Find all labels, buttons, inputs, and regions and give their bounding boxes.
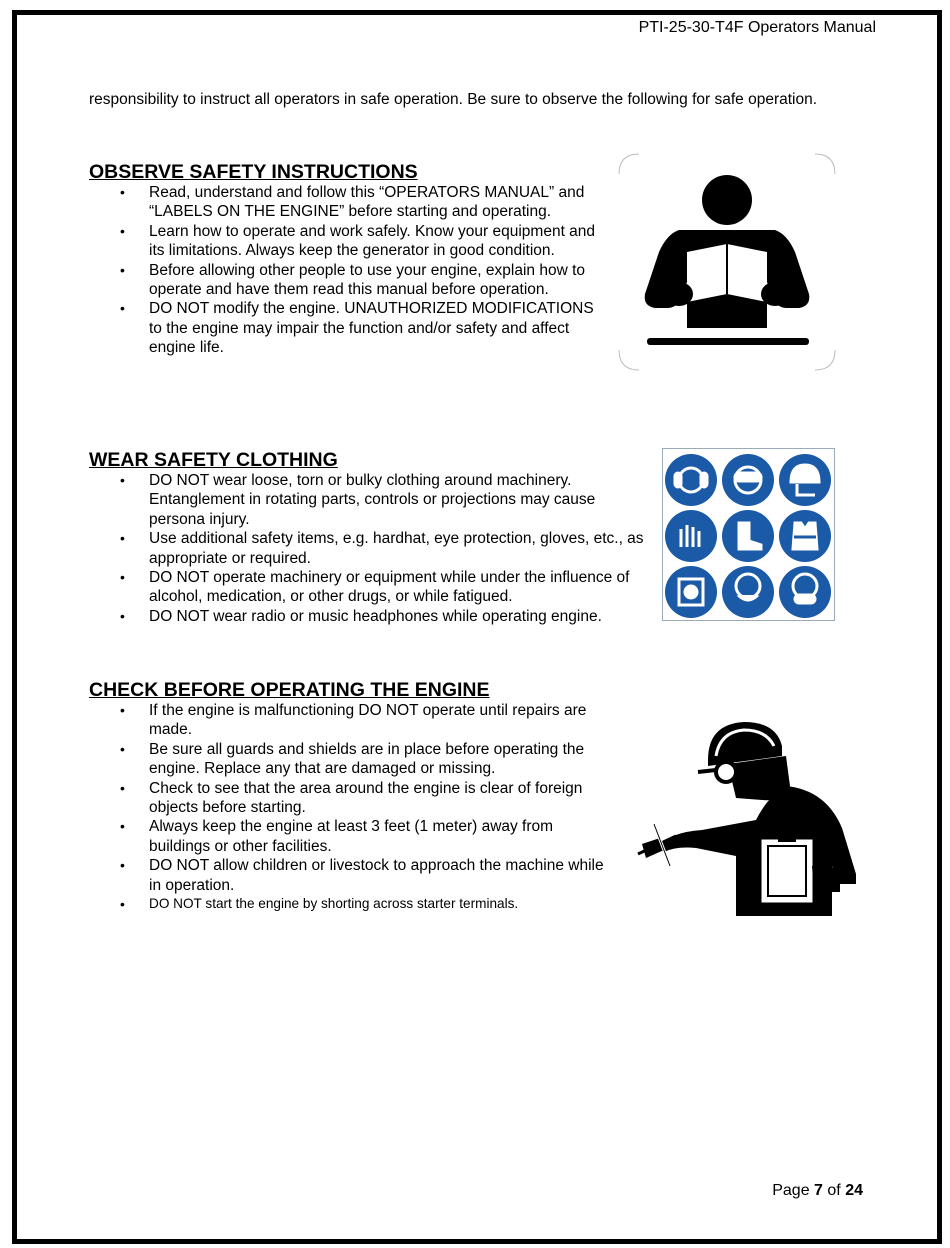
section-check-before-operating bbox=[89, 679, 609, 914]
list-item: • Before allowing other people to use your engine, explain how to operate and have them read this manual before operation. bbox=[120, 261, 586, 299]
bullet-icon: • bbox=[120, 569, 125, 586]
bullet-icon: • bbox=[120, 472, 125, 488]
total-pages: 24 bbox=[845, 1182, 863, 1199]
bullet-icon: • bbox=[120, 530, 125, 547]
person-reading-manual-icon bbox=[617, 152, 837, 372]
list-item: • DO NOT start the engine by shorting across starter terminals. bbox=[120, 896, 519, 913]
list-item: • If the engine is malfunctioning DO NOT operate until repairs are made. bbox=[120, 702, 587, 739]
section-wear-safety-clothing bbox=[89, 449, 649, 626]
bullet-icon: • bbox=[120, 740, 125, 757]
document-header: PTI-25-30-T4F Operators Manual bbox=[638, 19, 876, 36]
intro-paragraph: responsibility to instruct all operators in safe operation. Be sure to observe the following for safe operation. bbox=[89, 91, 818, 108]
bullet-icon: • bbox=[120, 607, 125, 624]
bullet-icon: • bbox=[120, 779, 125, 796]
bullet-icon: • bbox=[120, 184, 125, 200]
page-footer bbox=[772, 1182, 863, 1200]
section-observe-safety bbox=[89, 161, 609, 358]
list-item: • DO NOT allow children or livestock to approach the machine while in operation. bbox=[120, 857, 604, 894]
section-title: CHECK BEFORE OPERATING THE ENGINE bbox=[89, 679, 490, 701]
bullet-icon: • bbox=[120, 300, 125, 317]
list-item: • DO NOT wear radio or music headphones while operating engine. bbox=[120, 607, 602, 625]
bullet-list bbox=[89, 701, 609, 914]
page-label: Page bbox=[772, 1182, 810, 1199]
bullet-icon: • bbox=[120, 702, 125, 718]
list-item: • DO NOT operate machinery or equipment while under the influence of alcohol, medication, or other drugs, or while fatigued. bbox=[120, 569, 630, 606]
bullet-list bbox=[89, 471, 649, 626]
bullet-icon: • bbox=[120, 818, 125, 835]
section-title: OBSERVE SAFETY INSTRUCTIONS bbox=[89, 161, 418, 183]
bullet-icon: • bbox=[120, 896, 125, 913]
bullet-icon: • bbox=[120, 857, 125, 874]
bullet-list bbox=[89, 183, 609, 358]
list-item: • DO NOT modify the engine. UNAUTHORIZED MODIFICATIONS to the engine may impair the function and/or safety and affect engine life. bbox=[120, 300, 594, 357]
ppe-grid-icon bbox=[662, 448, 835, 621]
inspector-with-clipboard-icon bbox=[636, 716, 860, 920]
list-item: • Check to see that the area around the engine is clear of foreign objects before starting. bbox=[120, 779, 583, 817]
list-item: • DO NOT wear loose, torn or bulky clothing around machinery. Entanglement in rotating parts, controls or projections may cause persona injury. bbox=[120, 472, 596, 528]
list-item: • Be sure all guards and shields are in place before operating the engine. Replace any that are damaged or missing. bbox=[120, 740, 585, 778]
of-label: of bbox=[827, 1182, 841, 1199]
bullet-icon: • bbox=[120, 261, 125, 278]
page-number: 7 bbox=[814, 1182, 823, 1199]
list-item: • Always keep the engine at least 3 feet (1 meter) away from buildings or other facilities. bbox=[120, 818, 554, 855]
list-item: • Read, understand and follow this “OPERATORS MANUAL” and “LABELS ON THE ENGINE” before starting and operating. bbox=[120, 184, 585, 221]
list-item: • Learn how to operate and work safely. Know your equipment and its limitations. Always keep the generator in good condition. bbox=[120, 222, 596, 260]
bullet-icon: • bbox=[120, 222, 125, 239]
section-title: WEAR SAFETY CLOTHING bbox=[89, 449, 338, 471]
list-item: • Use additional safety items, e.g. hardhat, eye protection, gloves, etc., as appropriate or required. bbox=[120, 530, 644, 567]
